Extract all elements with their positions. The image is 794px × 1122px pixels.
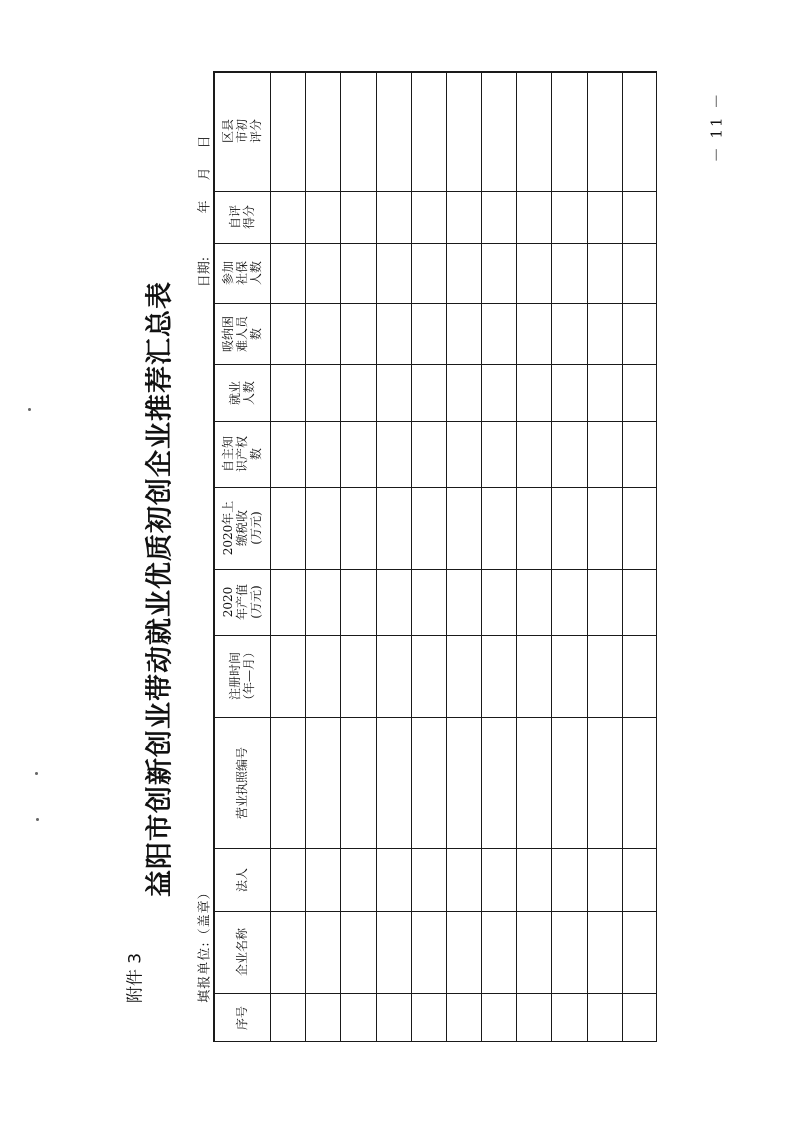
table-row	[587, 71, 622, 1042]
date-line	[193, 132, 213, 292]
page-number: － 11 －	[707, 91, 726, 163]
column-header-ip: 自主知 识产权 数	[220, 435, 263, 473]
table-row	[411, 71, 446, 1042]
table-border	[213, 71, 215, 1042]
scan-speck	[28, 408, 31, 411]
column-header-seq: 序号	[234, 1005, 249, 1030]
filling-unit-label: 填报单位:（盖章）	[197, 885, 213, 1003]
scan-speck	[36, 818, 39, 821]
summary-table	[213, 71, 657, 1042]
column-header-self_score: 自评 得分	[227, 204, 256, 230]
date-label: 日期:	[197, 256, 213, 288]
table-row	[305, 71, 340, 1042]
column-header-hard_employ: 吸纳困 难人员 数	[220, 315, 263, 352]
table-row	[516, 71, 551, 1042]
table-row	[551, 71, 586, 1042]
column-header-insured: 参加 社保 人数	[220, 260, 263, 286]
column-header-county_score: 区县 市初 评分	[220, 118, 263, 144]
table-row	[446, 71, 481, 1042]
page-title: 益阳市创新创业带动就业优质初创企业推荐汇总表	[144, 281, 176, 897]
table-row	[340, 71, 375, 1042]
year-label: 年	[197, 200, 213, 214]
column-header-legal: 法人	[234, 867, 249, 892]
column-header-output: 2020 年产值 (万元)	[220, 583, 263, 621]
month-label: 月	[197, 167, 213, 181]
table-row	[622, 71, 657, 1042]
column-header-license: 营业执照编号	[234, 746, 249, 819]
column-header-employees: 就业 人数	[227, 380, 256, 405]
column-header-company: 企业名称	[234, 927, 249, 977]
scan-speck	[35, 772, 38, 775]
column-header-reg_time: 注册时间 （年—月）	[227, 645, 256, 707]
table-row	[481, 71, 516, 1042]
attachment-label: 附件 3	[125, 952, 146, 1004]
table-row	[376, 71, 411, 1042]
column-header-tax: 2020年上 缴税收 (万元)	[220, 500, 263, 556]
day-label: 日	[197, 135, 213, 149]
table-row	[270, 71, 305, 1042]
